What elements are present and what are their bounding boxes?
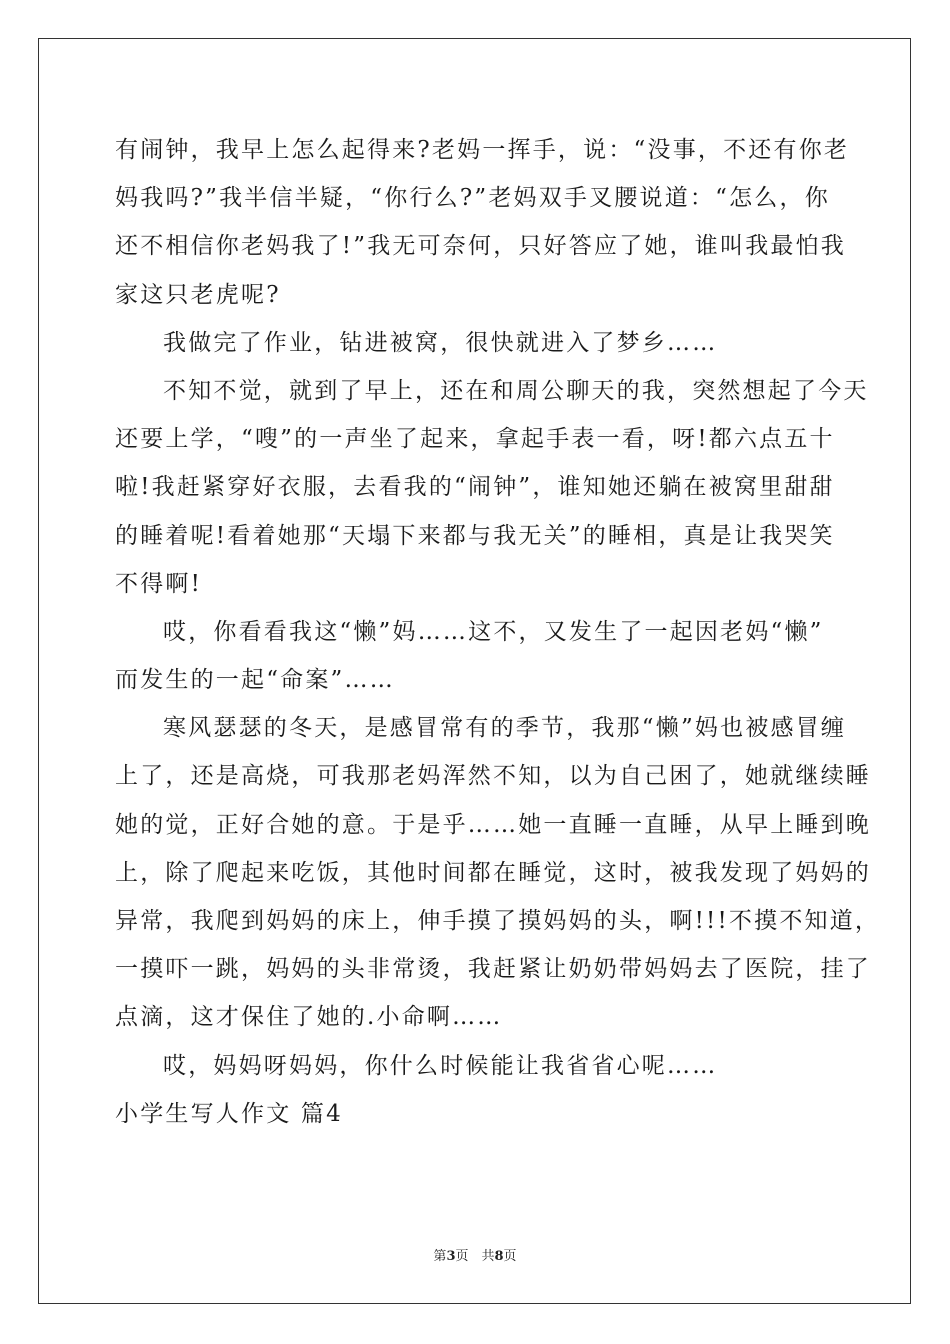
text-line: 异常，我爬到妈妈的床上，伸手摸了摸妈妈的头，啊!!!不摸不知道，: [115, 908, 881, 934]
text-line: 不得啊!: [115, 570, 203, 597]
text-line: 上，除了爬起来吃饭，其他时间都在睡觉，这时，被我发现了妈妈的: [115, 859, 871, 886]
text-line: 还要上学，“嗖”的一声坐了起来，拿起手表一看，呀!都六点五十: [115, 426, 835, 453]
footer-middle: 页 共: [455, 1249, 495, 1264]
text-line: 寒风瑟瑟的冬天，是感冒常有的季节，我那“懒”妈也被感冒缠: [163, 715, 847, 742]
text-line: 哎，妈妈呀妈妈，你什么时候能让我省省心呢……: [163, 1052, 718, 1079]
text-line: 家这只老虎呢?: [115, 281, 281, 308]
text-line: 有闹钟，我早上怎么起得来?老妈一挥手，说：“没事，不还有你老: [115, 137, 850, 163]
footer-prefix: 第: [433, 1249, 447, 1264]
text-line: 一摸吓一跳，妈妈的头非常烫，我赶紧让奶奶带妈妈去了医院，挂了: [115, 956, 871, 983]
page-footer: [0, 1245, 950, 1264]
text-line: 啦!我赶紧穿好衣服，去看我的“闹钟”，谁知她还躺在被窝里甜甜: [115, 474, 835, 501]
text-line: 而发生的一起“命案”……: [115, 667, 395, 694]
text-line: 妈我吗?”我半信半疑，“你行么?”老妈双手叉腰说道：“怎么，你: [115, 185, 830, 212]
text-line: 还不相信你老妈我了!”我无可奈何，只好答应了她，谁叫我最怕我: [115, 233, 847, 260]
text-line: 她的觉，正好合她的意。于是乎……她一直睡一直睡，从早上睡到晚: [115, 811, 871, 838]
footer-suffix: 页: [503, 1249, 517, 1264]
current-page-number: 3: [446, 1249, 456, 1264]
text-line: 哎，你看看我这“懒”妈……这不，又发生了一起因老妈“懒”: [163, 618, 824, 645]
text-line: 不知不觉，就到了早上，还在和周公聊天的我，突然想起了今天: [163, 377, 869, 404]
total-page-number: 8: [494, 1249, 504, 1264]
text-line: 小学生写人作文 篇4: [115, 1100, 343, 1127]
text-line: 上了，还是高烧，可我那老妈浑然不知，以为自己困了，她就继续睡: [115, 763, 871, 790]
text-line: 点滴，这才保住了她的.小命啊……: [115, 1004, 503, 1031]
text-line: 我做完了作业，钻进被窝，很快就进入了梦乡……: [163, 329, 718, 356]
document-body: [115, 126, 881, 1138]
text-line: 的睡着呢!看着她那“天塌下来都与我无关”的睡相，真是让我哭笑: [115, 522, 835, 549]
